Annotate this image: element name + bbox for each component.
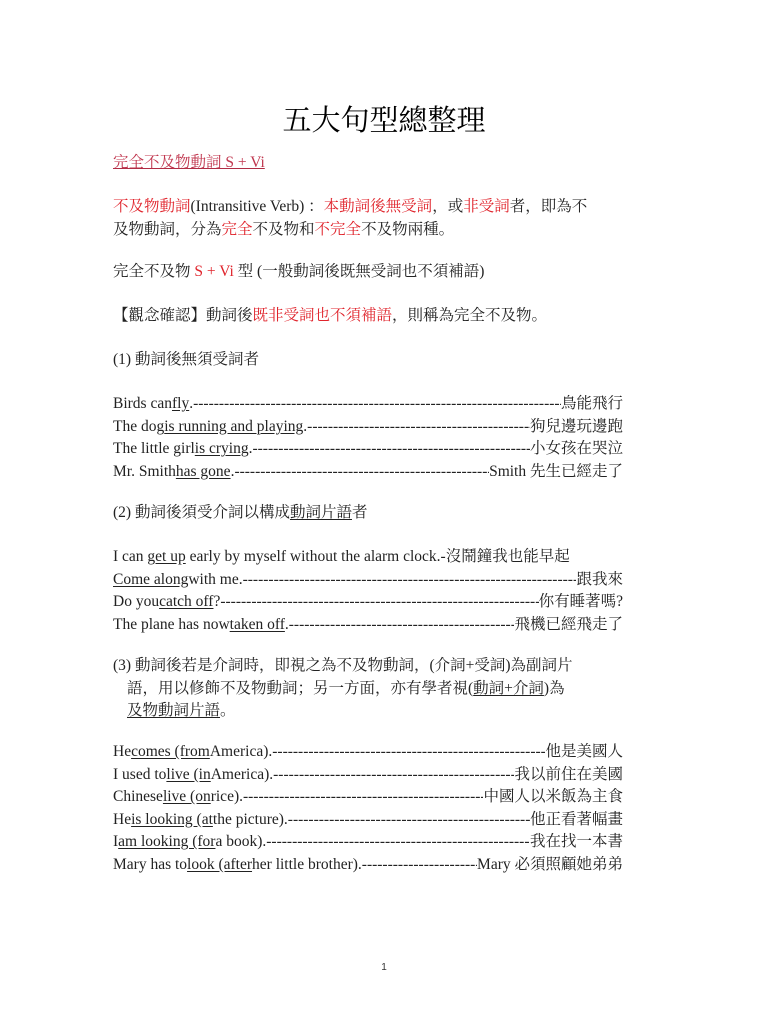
- concept-check: [113, 305, 658, 328]
- section-heading: 完全不及物動詞 S + Vi: [113, 154, 265, 171]
- example-row: He is looking (at the picture). ----- 他正看著幅畫: [113, 809, 623, 832]
- intro-text: 不及物和: [252, 220, 315, 238]
- part2-examples: [113, 546, 658, 636]
- part3-label: (3) 動詞後若是介詞時，即視之為不及物動詞，(介詞+受詞)為副詞片 語，用以修飾不及物動詞；另一方面，亦有學者視(動詞+介詞)為 及物動詞片語。: [113, 657, 573, 719]
- pattern-line: [113, 261, 658, 284]
- intro-text: 者，即為不: [509, 198, 588, 215]
- example-row: Chinese live (on rice). ----- 中國人以米飯為主食: [113, 786, 623, 809]
- intro-highlight: 非受詞: [463, 198, 510, 215]
- part3-examples: [113, 741, 658, 876]
- example-row: The dog is running and playing . ----- 狗兒邊玩邊跑: [113, 416, 623, 439]
- page-title: 五大句型總整理: [282, 105, 486, 137]
- concept-text: ，則稱為完全不及物。: [392, 307, 548, 324]
- page-number: 1: [381, 962, 387, 973]
- intro-highlight: 不完全: [314, 220, 362, 238]
- pattern-formula: S + Vi: [194, 263, 234, 280]
- example-row: I can get up early by myself without the alarm clock.-沒鬧鐘我也能早起: [113, 548, 570, 565]
- example-row: Birds can fly . ----- 鳥能飛行: [113, 393, 623, 416]
- pattern-text: 型 (一般動詞後既無受詞也不須補語): [233, 263, 485, 280]
- example-row: He comes (from America). ----- 他是美國人: [113, 741, 623, 764]
- concept-text: 【觀念確認】動詞後: [113, 307, 253, 324]
- example-row: Do you catch off ? ----- 你有睡著嗎?: [113, 591, 623, 614]
- intro-text: 及物動詞，分為: [113, 220, 222, 238]
- intro-text: (Intransitive Verb) ：: [190, 198, 324, 215]
- pattern-text: 完全不及物: [113, 263, 195, 280]
- example-row: Mr. Smith has gone . ----- Smith 先生已經走了: [113, 461, 623, 484]
- intro-highlight: 本動詞後無受詞: [323, 198, 433, 215]
- intro-paragraph: [113, 196, 658, 241]
- part1-label: (1) 動詞後無須受詞者: [113, 351, 259, 368]
- example-row: Mary has to look (after her little brother). ----- Mary 必須照顧她弟弟: [113, 854, 623, 877]
- part1-examples: [113, 393, 658, 483]
- example-row: I used to live (in America). ----- 我以前住在美國: [113, 764, 623, 787]
- concept-highlight: 既非受詞也不須補語: [252, 307, 393, 324]
- term-intransitive: 不及物動詞: [113, 198, 191, 215]
- part2-label: (2) 動詞後須受介詞以構成動詞片語者: [113, 504, 368, 521]
- example-row: The plane has now taken off . ----- 飛機已經飛走了: [113, 614, 623, 637]
- intro-highlight: 完全: [221, 220, 253, 238]
- intro-text: ，或: [432, 198, 464, 215]
- example-row: Come along with me. ----- 跟我來: [113, 569, 623, 592]
- example-row: I am looking (for a book). ----- 我在找一本書: [113, 831, 623, 854]
- example-row: The little girl is crying . ----- 小女孩在哭泣: [113, 438, 623, 461]
- intro-text: 不及物兩種。: [361, 220, 455, 238]
